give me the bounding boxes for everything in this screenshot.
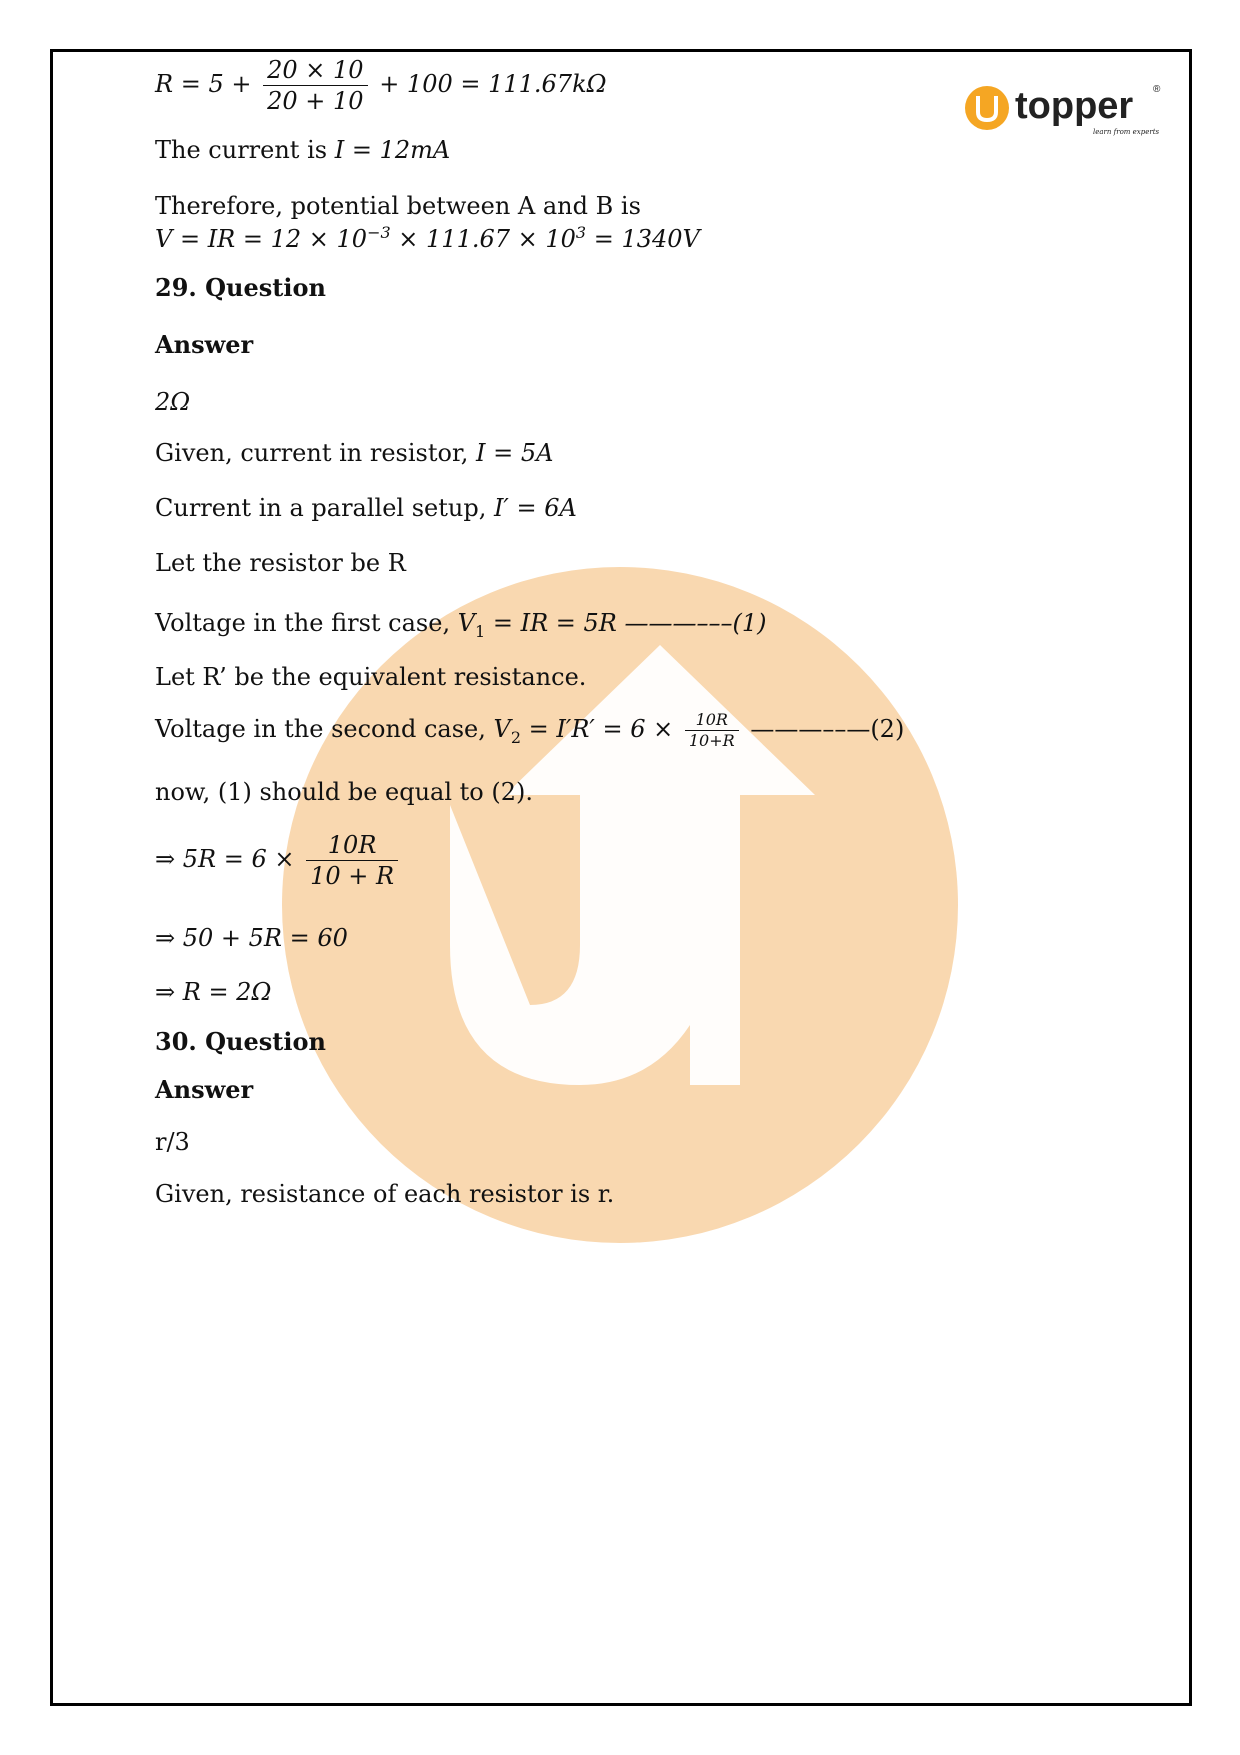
equation-step-2: ⇒ 50 + 5R = 60 (155, 924, 348, 952)
topper-logo (963, 78, 1163, 138)
equation-potential: V = IR = $12 \times 10^{-3} \times 111.67 \times 10^3 = 1340V$ (155, 223, 700, 253)
logo-text: topper (1015, 85, 1134, 127)
given-resistance: Given, resistance of each resistor is r. (155, 1180, 615, 1208)
logo-circle-icon (965, 86, 1009, 130)
question-30-heading: 30. Question (155, 1027, 326, 1056)
resistor-definition: Let the resistor be R (155, 549, 406, 577)
equality-statement: now, (1) should be equal to (2). (155, 778, 534, 806)
logo-tagline: learn from experts (1093, 128, 1160, 136)
given-parallel-current: Current in a parallel setup, I′ = 6A (155, 494, 577, 522)
equation-step-1: ⇒ 5R = 6 × $\frac{10R}{10 + R}$ (155, 830, 402, 891)
answer-29-heading: Answer (155, 330, 254, 359)
answer-30-heading: Answer (155, 1075, 254, 1104)
equivalent-resistance-definition: Let R’ be the equivalent resistance. (155, 663, 587, 691)
equation-step-3: ⇒ R = 2Ω (155, 978, 272, 1006)
given-current: Given, current in resistor, I = 5A (155, 439, 554, 467)
potential-statement: Therefore, potential between A and B is (155, 192, 641, 220)
question-29-heading: 29. Question (155, 273, 326, 302)
equation-total-resistance: R = 5 + $\frac{20 \times 10}{20 + 10}$ + 100 = 111.67kΩ (155, 56, 607, 115)
current-statement: The current is I = 12mA (155, 136, 451, 164)
answer-29-value: 2Ω (155, 388, 191, 416)
svg-text:®: ® (1153, 84, 1161, 95)
voltage-second-case: Voltage in the second case, $V_2 = I'R' = 6$ × $\frac{10R}{10+R}$ ———––—(2) (155, 710, 905, 750)
answer-30-value: r/3 (155, 1128, 190, 1156)
voltage-first-case: Voltage in the first case, $V_1$ = IR = 5R ———–––(1) (155, 609, 767, 641)
